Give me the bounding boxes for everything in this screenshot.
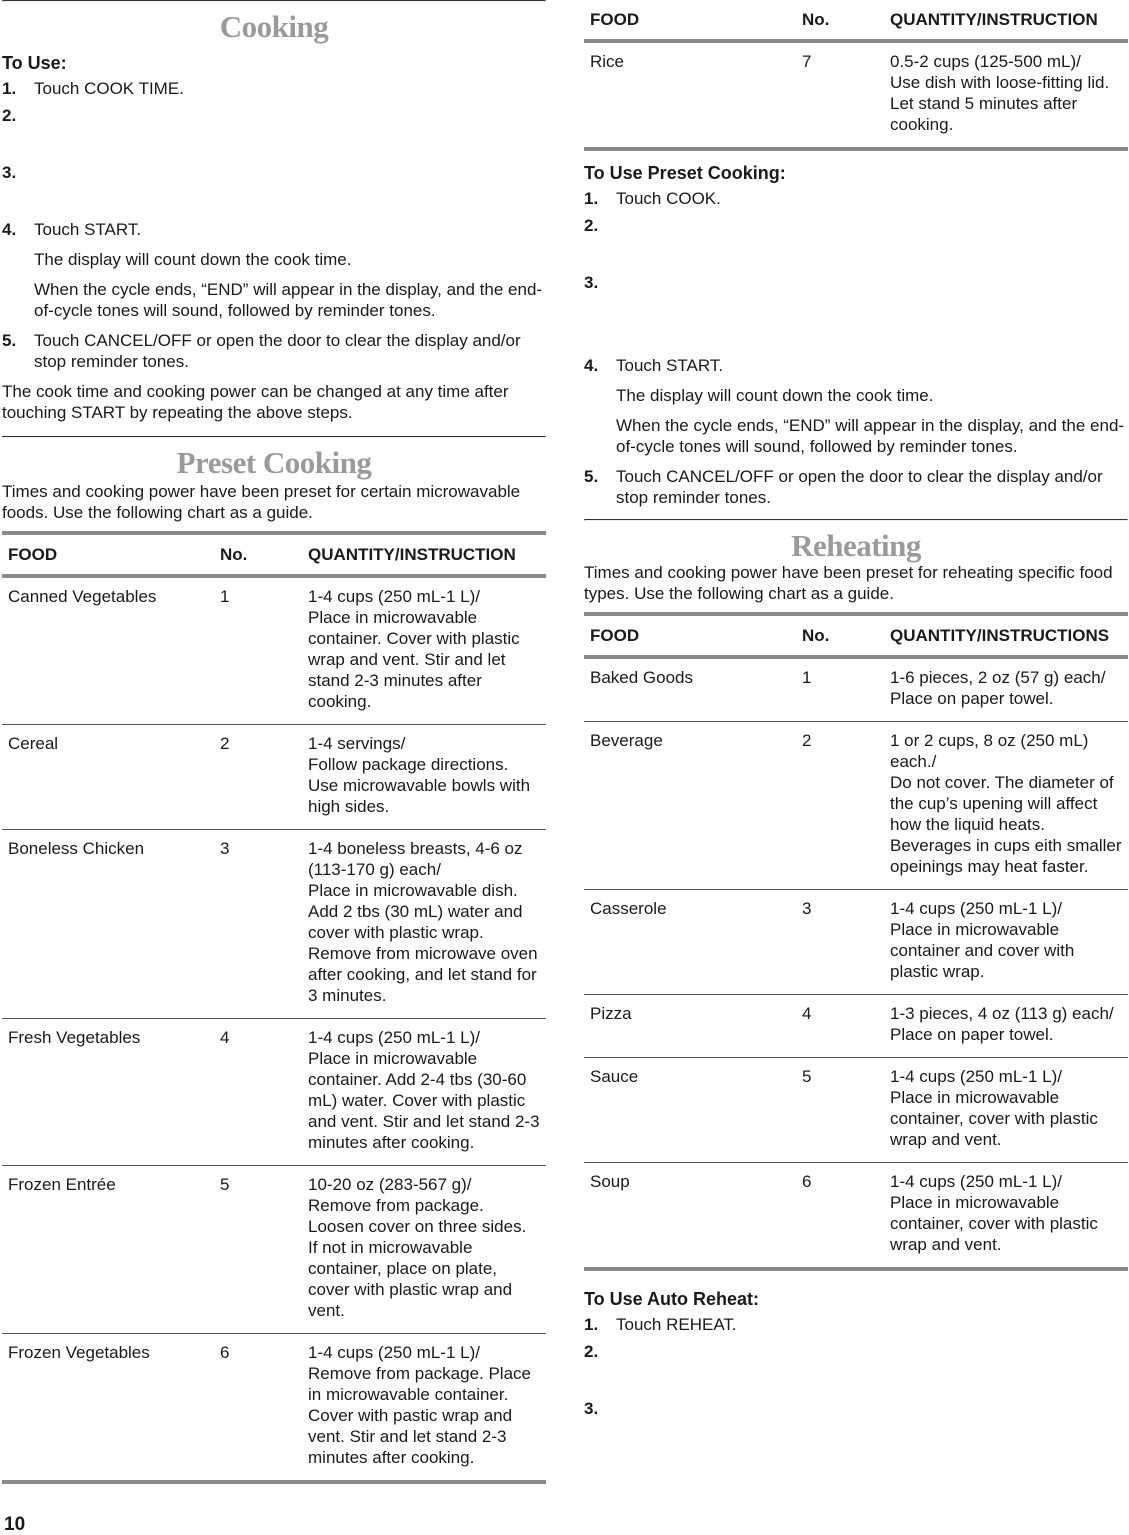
header-food: FOOD: [584, 0, 796, 41]
cell-quantity: 1-4 boneless breasts, 4-6 oz (113-170 g) each/: [308, 839, 523, 879]
cell-quantity-instruction: [302, 1166, 546, 1334]
cell-quantity: 0.5-2 cups (125-500 mL)/: [890, 52, 1081, 71]
cell-quantity-instruction: [884, 1058, 1128, 1163]
cell-instruction: Place in microwavable container and cover with plastic wrap.: [890, 920, 1075, 981]
cooking-step-5: 5. Touch CANCEL/OFF or open the door to clear the display and/or stop reminder tones.: [2, 331, 521, 371]
left-column: [2, 0, 546, 1484]
cell-no: 3: [214, 830, 302, 1019]
cell-quantity-instruction: [302, 830, 546, 1019]
table-row: [584, 657, 1128, 722]
cell-no: 1: [214, 576, 302, 725]
cell-food: Soup: [584, 1163, 796, 1270]
cell-quantity: 1-6 pieces, 2 oz (57 g) each/: [890, 668, 1106, 687]
cell-quantity: 1-4 cups (250 mL-1 L)/: [890, 1067, 1062, 1086]
cell-quantity-instruction: [884, 1163, 1128, 1270]
table-row: [584, 41, 1128, 149]
table-row: [2, 576, 546, 725]
cell-instruction: Place on paper towel.: [890, 1025, 1054, 1044]
header-no: No.: [214, 533, 302, 576]
cooking-step-4: 4. Touch START. The display will count down the cook time. When the cycle ends, “END” will appear in the display, and the end-of-cycle tones will sound, followed by reminder tones.: [2, 219, 546, 321]
cell-instruction: Place in microwavable container. Add 2-4 tbs (30-60 mL) water. Cover with plastic and vent. Stir and let stand 2-3 minutes after cooking.: [308, 1049, 540, 1152]
cell-food: Canned Vegetables: [2, 576, 214, 725]
preset-chart-header: [2, 533, 546, 576]
table-row: [2, 1019, 546, 1166]
cooking-title: Cooking: [219, 9, 329, 44]
cell-quantity-instruction: [302, 1334, 546, 1483]
cell-food: Cereal: [2, 725, 214, 830]
cell-quantity: 1 or 2 cups, 8 oz (250 mL) each./: [890, 731, 1089, 771]
reheating-intro: Times and cooking power have been preset for reheating specific food types. Use the following chart as a guide.: [584, 563, 1113, 603]
cell-no: 5: [214, 1166, 302, 1334]
cell-food: Fresh Vegetables: [2, 1019, 214, 1166]
header-quantity: QUANTITY/INSTRUCTION: [302, 533, 546, 576]
cell-food: Frozen Entrée: [2, 1166, 214, 1334]
preset-step-5: 5. Touch CANCEL/OFF or open the door to clear the display and/or stop reminder tones.: [584, 467, 1103, 507]
cell-instruction: Place in microwavable container, cover with plastic wrap and vent.: [890, 1088, 1098, 1149]
cell-no: 7: [796, 41, 884, 149]
preset-step-4-countdown: The display will count down the cook time.: [616, 386, 934, 405]
cell-quantity: 1-4 cups (250 mL-1 L)/: [308, 1028, 480, 1047]
table-row: [584, 1163, 1128, 1270]
cell-instruction: Place in microwavable dish. Add 2 tbs (30 mL) water and cover with plastic wrap. Remove from microwave oven after cooking, and let stand for 3 minutes.: [308, 881, 538, 1005]
right-column: [584, 0, 1128, 1419]
cell-no: 1: [796, 657, 884, 722]
table-row: [2, 830, 546, 1019]
cell-food: Casserole: [584, 890, 796, 995]
preset-chart-continued: [584, 0, 1128, 151]
cell-instruction: Use dish with loose-fitting lid. Let stand 5 minutes after cooking.: [890, 73, 1110, 134]
section-rule: [584, 519, 1128, 521]
cooking-step-2: 2.: [2, 106, 17, 125]
cell-quantity-instruction: [302, 725, 546, 830]
table-row: [584, 890, 1128, 995]
cell-food: Pizza: [584, 995, 796, 1058]
cell-instruction: Remove from package. Place in microwavable container. Cover with pastic wrap and vent. Stir and let stand 2-3 minutes after cooking.: [308, 1364, 531, 1467]
cooking-note: The cook time and cooking power can be changed at any time after touching START by repeating the above steps.: [2, 382, 509, 422]
cell-food: Beverage: [584, 722, 796, 890]
cell-food: Rice: [584, 41, 796, 149]
cell-no: 6: [796, 1163, 884, 1270]
cell-instruction: Place on paper towel.: [890, 689, 1054, 708]
preset-chart-continued-header: [584, 0, 1128, 41]
cooking-to-use-heading: To Use:: [2, 53, 67, 73]
header-no: No.: [796, 614, 884, 657]
cell-instruction: Follow package directions. Use microwavable bowls with high sides.: [308, 755, 531, 816]
reheating-title: Reheating: [791, 528, 921, 563]
preset-intro: Times and cooking power have been preset for certain microwavable foods. Use the following chart as a guide.: [2, 482, 521, 522]
cell-quantity: 1-4 cups (250 mL-1 L)/: [308, 1343, 480, 1362]
cell-quantity-instruction: [884, 722, 1128, 890]
table-row: [2, 725, 546, 830]
cell-quantity: 1-4 servings/: [308, 734, 406, 753]
page-number: 10: [4, 1514, 26, 1535]
header-food: FOOD: [584, 614, 796, 657]
section-rule: [2, 436, 546, 438]
cell-quantity-instruction: [302, 1019, 546, 1166]
reheat-step-2: 2.: [584, 1342, 599, 1361]
cooking-step-4-countdown: The display will count down the cook time.: [34, 250, 352, 269]
cell-quantity: 1-4 cups (250 mL-1 L)/: [890, 899, 1062, 918]
header-quantity: QUANTITY/INSTRUCTIONS: [884, 614, 1128, 657]
preset-step-4-end: When the cycle ends, “END” will appear in the display, and the end-of-cycle tones will sound, followed by reminder tones.: [616, 416, 1125, 456]
preset-step-1: 1. Touch COOK.: [584, 189, 721, 208]
cell-quantity: 1-4 cups (250 mL-1 L)/: [890, 1172, 1062, 1191]
cell-instruction: Place in microwavable container, cover with plastic wrap and vent.: [890, 1193, 1098, 1254]
cell-quantity-instruction: [884, 41, 1128, 149]
preset-cooking-title: Preset Cooking: [176, 445, 372, 480]
top-rule: [2, 0, 546, 2]
preset-step-2: 2.: [584, 216, 599, 235]
cell-instruction: Remove from package. Loosen cover on three sides. If not in microwavable container, place on plate, cover with plastic wrap and vent.: [308, 1196, 527, 1320]
cell-no: 3: [796, 890, 884, 995]
cell-food: Frozen Vegetables: [2, 1334, 214, 1483]
reheating-chart: [584, 612, 1128, 1271]
cell-quantity: 1-3 pieces, 4 oz (113 g) each/: [890, 1004, 1114, 1023]
cell-no: 5: [796, 1058, 884, 1163]
cell-no: 4: [214, 1019, 302, 1166]
cell-instruction: Place in microwavable container. Cover with plastic wrap and vent. Stir and let stand 2-3 minutes after cooking.: [308, 608, 520, 711]
cell-quantity: 10-20 oz (283-567 g)/: [308, 1175, 472, 1194]
preset-chart: [2, 531, 546, 1484]
cell-quantity-instruction: [884, 657, 1128, 722]
header-food: FOOD: [2, 533, 214, 576]
cell-quantity-instruction: [884, 890, 1128, 995]
reheat-step-3: 3.: [584, 1399, 599, 1418]
cell-quantity: 1-4 cups (250 mL-1 L)/: [308, 587, 480, 606]
cell-no: 2: [796, 722, 884, 890]
cell-no: 2: [214, 725, 302, 830]
reheat-to-use-heading: To Use Auto Reheat:: [584, 1289, 760, 1309]
cell-food: Sauce: [584, 1058, 796, 1163]
table-row: [584, 722, 1128, 890]
table-row: [584, 995, 1128, 1058]
cell-quantity-instruction: [302, 576, 546, 725]
reheating-chart-header: [584, 614, 1128, 657]
table-row: [584, 1058, 1128, 1163]
cooking-step-4-end: When the cycle ends, “END” will appear in the display, and the end-of-cycle tones will sound, followed by reminder tones.: [34, 280, 543, 320]
table-row: [2, 1334, 546, 1483]
cell-food: Boneless Chicken: [2, 830, 214, 1019]
cell-quantity-instruction: [884, 995, 1128, 1058]
header-quantity: QUANTITY/INSTRUCTION: [884, 0, 1128, 41]
table-row: [2, 1166, 546, 1334]
header-no: No.: [796, 0, 884, 41]
preset-step-3: 3.: [584, 273, 599, 292]
preset-step-4: 4. Touch START. The display will count down the cook time. When the cycle ends, “END” will appear in the display, and the end-of-cycle tones will sound, followed by reminder tones.: [584, 355, 1128, 457]
cooking-step-1: 1. Touch COOK TIME.: [2, 79, 184, 98]
cell-no: 6: [214, 1334, 302, 1483]
cell-no: 4: [796, 995, 884, 1058]
cell-food: Baked Goods: [584, 657, 796, 722]
cell-instruction: Do not cover. The diameter of the cup’s upening will affect how the liquid heats. Beverages in cups eith smaller opeinings may heat faster.: [890, 773, 1122, 876]
cooking-step-3: 3.: [2, 163, 17, 182]
preset-to-use-heading: To Use Preset Cooking:: [584, 163, 786, 183]
reheat-step-1: 1. Touch REHEAT.: [584, 1315, 737, 1334]
